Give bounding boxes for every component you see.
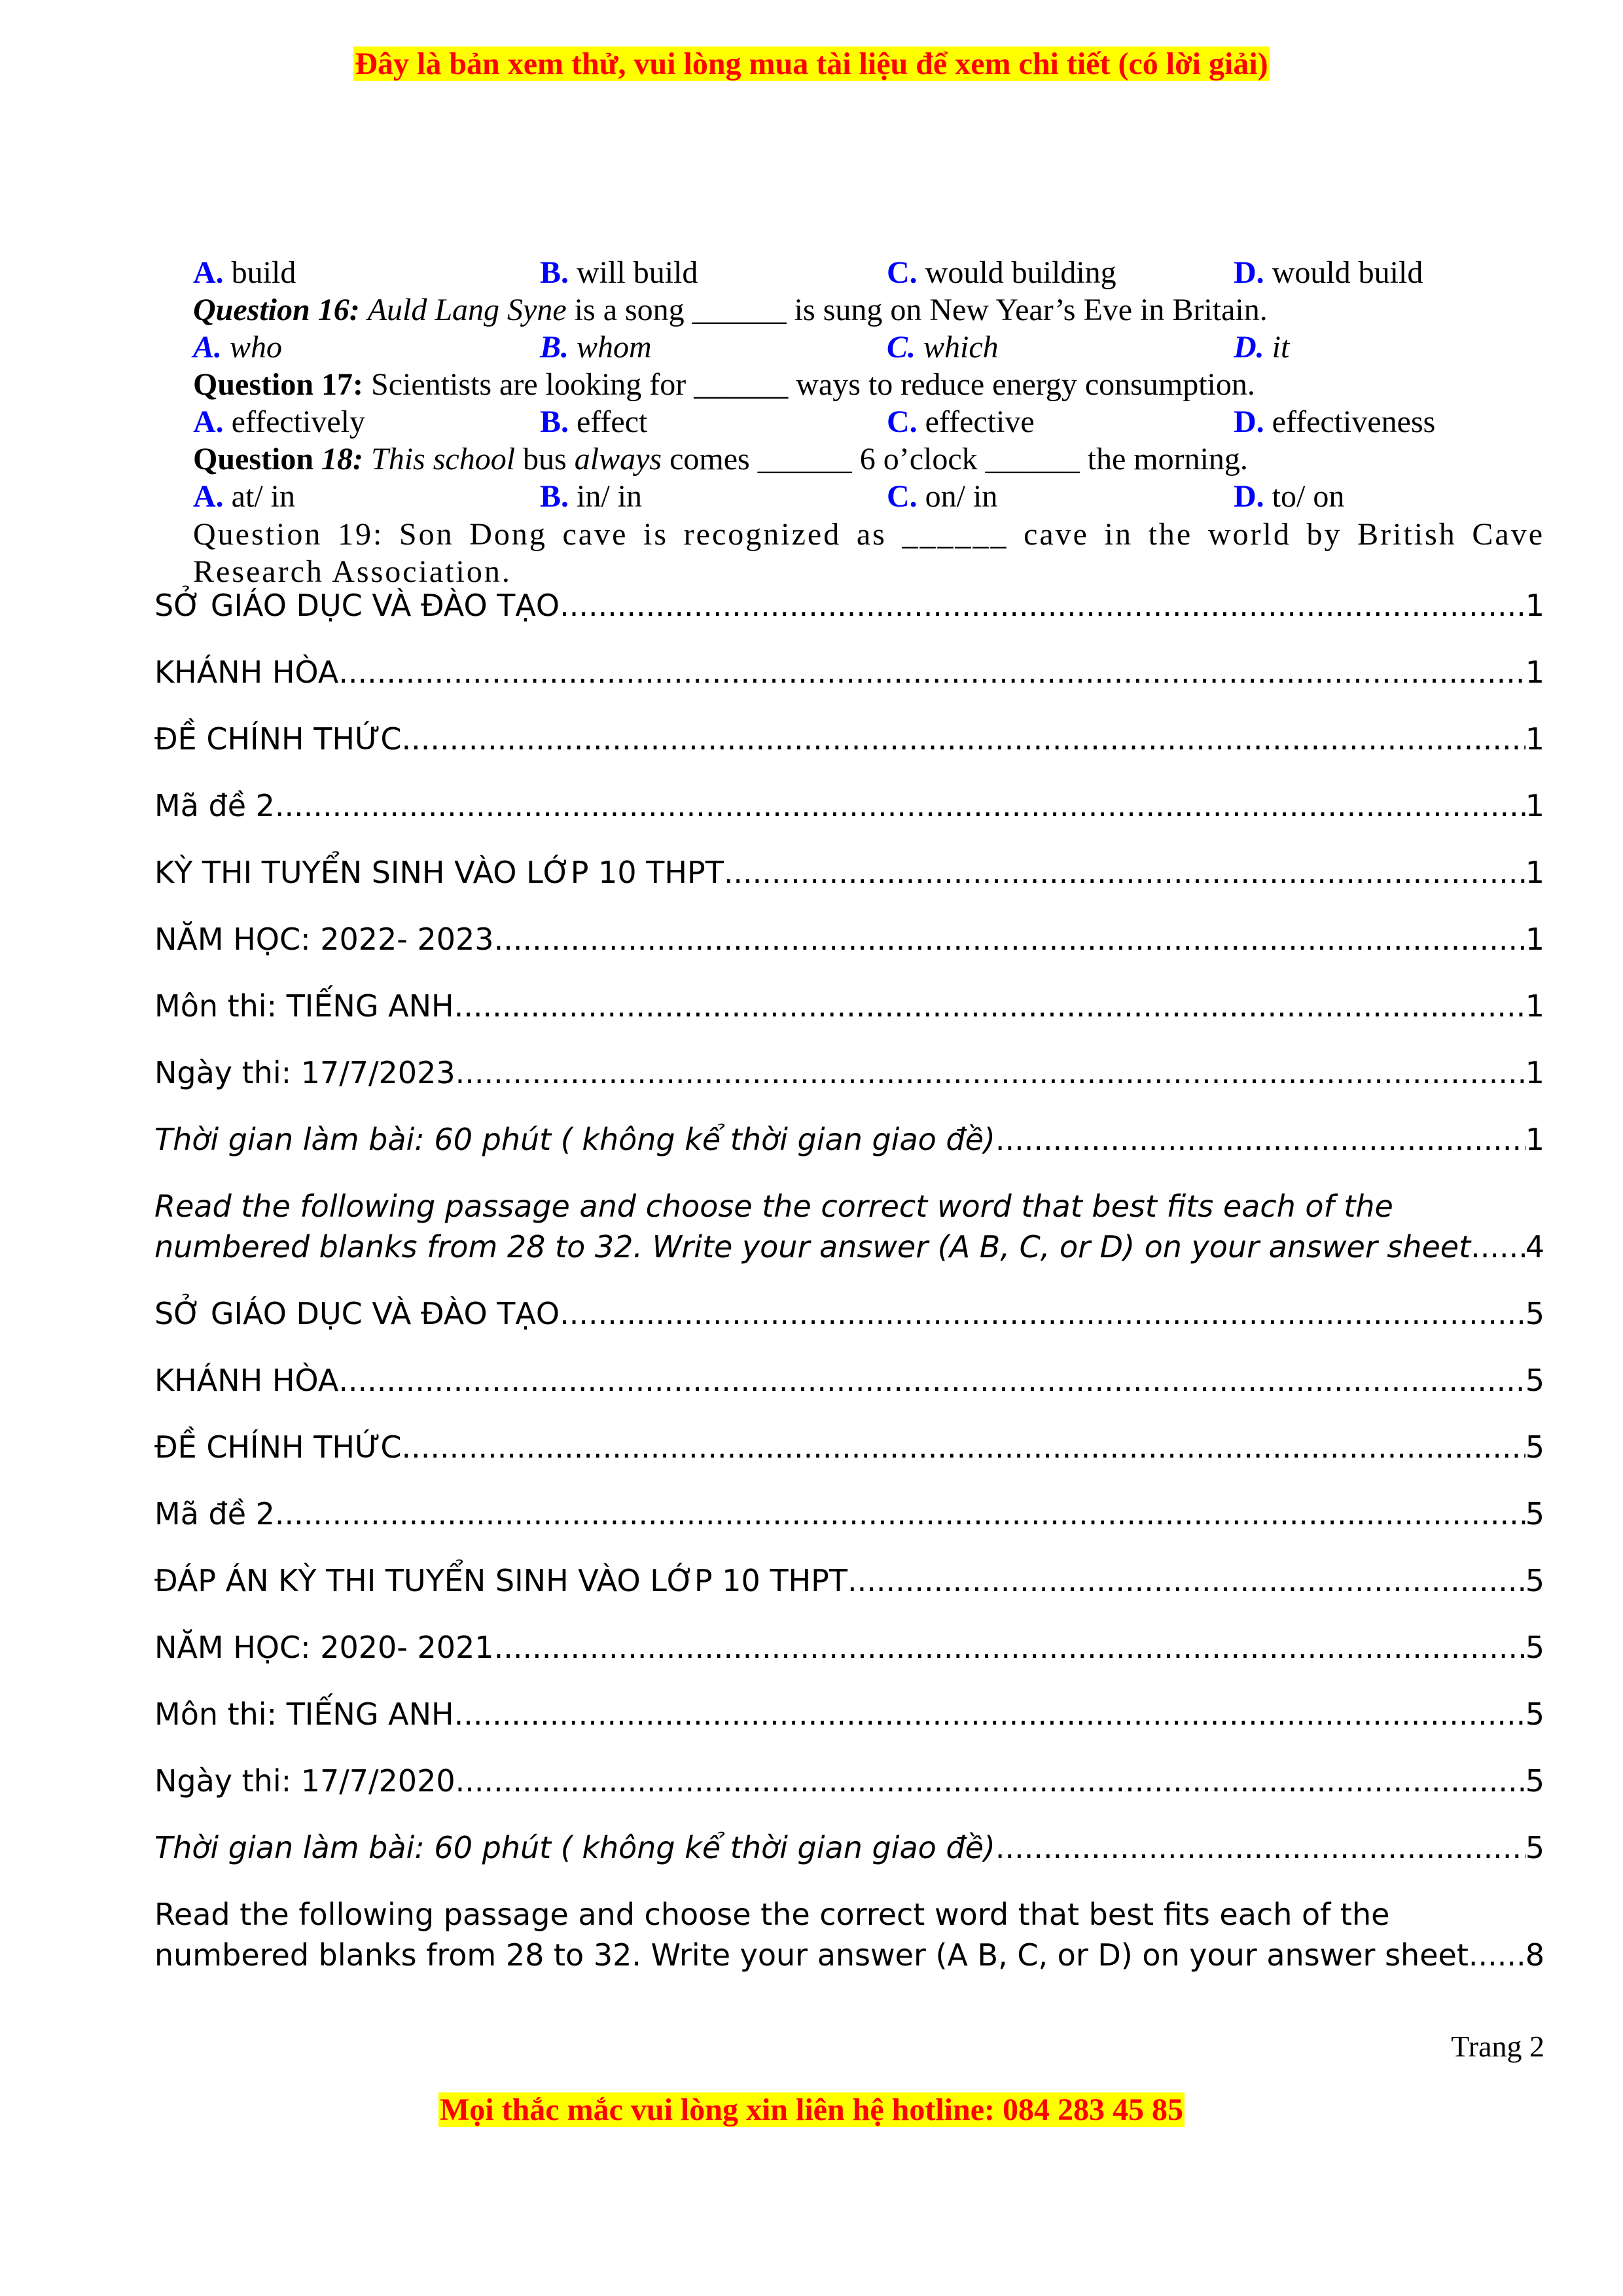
toc-page-number: 5 xyxy=(1525,1763,1544,1799)
toc-page-number: 1 xyxy=(1525,988,1544,1024)
toc-entry[interactable] xyxy=(154,1630,1544,1665)
option-letter: C. xyxy=(887,404,918,439)
question-label: Question 17: xyxy=(193,367,364,402)
q17-option-d xyxy=(1234,403,1435,440)
toc-entry-text: Mã đề 2 xyxy=(154,788,275,823)
toc-dot-leader xyxy=(494,922,1525,957)
toc-dot-leader xyxy=(494,1630,1525,1665)
q18-option-c xyxy=(887,478,997,515)
q17-option-b xyxy=(540,403,647,440)
question-text-part: bus xyxy=(515,442,575,476)
option-text: in/ in xyxy=(569,479,643,514)
toc-entry-text: Môn thi: TIẾNG ANH xyxy=(154,1696,454,1732)
toc-entry[interactable] xyxy=(154,1830,1544,1865)
option-text: effectively xyxy=(223,404,365,439)
option-letter: D. xyxy=(1234,404,1264,439)
q17-option-a xyxy=(193,403,365,440)
toc-entry-text: KHÁNH HÒA xyxy=(154,655,339,690)
option-text: would build xyxy=(1264,255,1423,290)
toc-entry[interactable] xyxy=(154,721,1544,757)
toc-dot-leader xyxy=(847,1563,1525,1598)
toc-entry[interactable] xyxy=(154,922,1544,957)
toc-entry-text: ĐỀ CHÍNH THỨC xyxy=(154,1429,402,1465)
option-letter: B. xyxy=(540,479,569,514)
option-letter: C. xyxy=(887,330,916,365)
q16-option-b xyxy=(540,329,652,366)
toc-entry[interactable] xyxy=(154,1189,1544,1265)
toc-dot-leader xyxy=(275,788,1525,823)
toc-entry-text: SỞ GIÁO DỤC VÀ ĐÀO TẠO xyxy=(154,588,560,623)
option-text: who xyxy=(222,330,283,365)
toc-entry-text: NĂM HỌC: 2020- 2021 xyxy=(154,1630,494,1665)
question-19: Question 19: Son Dong cave is recognized as ______ cave in the world by British Cave Research Association. xyxy=(193,517,1544,589)
toc-entry-text: Thời gian làm bài: 60 phút ( không kể thời gian giao đề) xyxy=(154,1122,995,1157)
toc-dot-leader xyxy=(1469,1937,1525,1973)
option-text: whom xyxy=(569,330,652,365)
option-letter: A. xyxy=(193,330,223,365)
option-text: it xyxy=(1264,330,1290,365)
toc-page-number: 5 xyxy=(1525,1830,1544,1865)
toc-entry[interactable] xyxy=(154,1563,1544,1598)
toc-page-number: 1 xyxy=(1525,721,1544,757)
preview-notice-text: Đây là bản xem thử, vui lòng mua tài liệu để xem chi tiết (có lời giải) xyxy=(355,46,1268,81)
q17-option-c xyxy=(887,403,1035,440)
toc-page-number: 1 xyxy=(1525,1055,1544,1090)
option-letter: C. xyxy=(887,255,918,290)
hotline-text: Mọi thắc mắc vui lòng xin liên hệ hotline: 084 283 45 85 xyxy=(439,2092,1183,2127)
question-text-part: comes ______ 6 o’clock ______ the morning. xyxy=(662,442,1248,476)
option-letter: D. xyxy=(1234,479,1264,514)
toc-entry-text: NĂM HỌC: 2022- 2023 xyxy=(154,922,494,957)
song-title: Auld Lang Syne xyxy=(367,293,567,327)
option-letter: C. xyxy=(887,479,918,514)
toc-entry[interactable] xyxy=(154,1429,1544,1465)
toc-page-number: 1 xyxy=(1525,588,1544,623)
toc-dot-leader xyxy=(995,1122,1525,1157)
toc-entry-text: KHÁNH HÒA xyxy=(154,1363,339,1398)
toc-dot-leader xyxy=(455,1763,1525,1799)
q18-option-b xyxy=(540,478,642,515)
toc-entry[interactable] xyxy=(154,1763,1544,1799)
q16-options xyxy=(193,329,1544,366)
toc-entry[interactable] xyxy=(154,1296,1544,1331)
toc-page-number: 4 xyxy=(1525,1229,1544,1265)
option-letter: B. xyxy=(540,255,569,290)
toc-page-number: 5 xyxy=(1525,1696,1544,1732)
option-text: will build xyxy=(569,255,698,290)
q17-options xyxy=(193,403,1544,440)
question-label: Question xyxy=(193,442,322,476)
question-text: Scientists are looking for ______ ways to reduce energy consumption. xyxy=(363,367,1255,402)
toc-entry-text: Read the following passage and choose the correct word that best fits each of the xyxy=(154,1189,1393,1224)
option-text: at/ in xyxy=(223,479,295,514)
q15-option-b xyxy=(540,254,698,291)
toc-page-number: 5 xyxy=(1525,1496,1544,1532)
toc-dot-leader xyxy=(402,721,1525,757)
question-text: is a song ______ is sung on New Year’s Eve in Britain. xyxy=(566,293,1268,327)
q15-options xyxy=(193,254,1544,291)
preview-notice-banner xyxy=(0,46,1623,82)
toc-entry[interactable] xyxy=(154,1696,1544,1732)
toc-dot-leader xyxy=(338,1363,1525,1398)
hotline-banner xyxy=(0,2092,1623,2128)
option-text: build xyxy=(223,255,296,290)
option-text: would building xyxy=(917,255,1116,290)
toc-dot-leader xyxy=(275,1496,1525,1532)
option-letter: A. xyxy=(193,404,224,439)
toc-entry-text: ĐÁP ÁN KỲ THI TUYỂN SINH VÀO LỚP 10 THPT xyxy=(154,1563,847,1598)
toc-entry[interactable] xyxy=(154,1363,1544,1398)
toc-dot-leader xyxy=(338,655,1525,690)
toc-entry[interactable] xyxy=(154,1496,1544,1532)
question-18 xyxy=(193,440,1544,478)
toc-page-number: 5 xyxy=(1525,1363,1544,1398)
toc-entry[interactable] xyxy=(154,1897,1544,1973)
toc-entry[interactable] xyxy=(154,1055,1544,1090)
option-letter: D. xyxy=(1234,255,1264,290)
toc-dot-leader xyxy=(455,1055,1525,1090)
toc-page-number: 1 xyxy=(1525,922,1544,957)
toc-dot-leader xyxy=(724,855,1525,890)
page-number: Trang 2 xyxy=(1451,2030,1544,2063)
q16-option-a xyxy=(193,329,282,366)
question-number: 18: xyxy=(321,442,364,476)
option-letter: A. xyxy=(193,479,224,514)
question-17 xyxy=(193,366,1544,403)
option-letter: A. xyxy=(193,255,224,290)
option-text: which xyxy=(916,330,999,365)
option-letter: B. xyxy=(540,330,569,365)
toc-page-number: 5 xyxy=(1525,1630,1544,1665)
toc-entry-text: Thời gian làm bài: 60 phút ( không kể thời gian giao đề) xyxy=(154,1830,995,1865)
toc-dot-leader xyxy=(402,1429,1525,1465)
question-text-part: always xyxy=(574,442,662,476)
toc-dot-leader xyxy=(454,1696,1525,1732)
toc-entry-text: Read the following passage and choose the correct word that best fits each of the xyxy=(154,1897,1390,1932)
option-letter: B. xyxy=(540,404,569,439)
toc-page-number: 8 xyxy=(1525,1937,1544,1973)
question-label: Question 16: xyxy=(193,293,360,327)
toc-entry[interactable] xyxy=(154,788,1544,823)
toc-entry[interactable] xyxy=(154,588,1544,623)
toc-entry[interactable] xyxy=(154,988,1544,1024)
toc-entry-text: numbered blanks from 28 to 32. Write your answer (A B, C, or D) on your answer sheet xyxy=(154,1229,1471,1265)
toc-entry[interactable] xyxy=(154,855,1544,890)
toc-dot-leader xyxy=(560,1296,1525,1331)
question-16 xyxy=(193,291,1544,329)
question-text-part: This school xyxy=(363,442,516,476)
q15-option-c xyxy=(887,254,1116,291)
option-text: on/ in xyxy=(917,479,998,514)
q18-options xyxy=(193,478,1544,515)
q16-option-d xyxy=(1234,329,1289,366)
q15-option-d xyxy=(1234,254,1423,291)
toc-entry[interactable] xyxy=(154,1122,1544,1157)
option-text: effect xyxy=(569,404,648,439)
toc-entry[interactable] xyxy=(154,655,1544,690)
toc-page-number: 1 xyxy=(1525,855,1544,890)
toc-entry-text: KỲ THI TUYỂN SINH VÀO LỚP 10 THPT xyxy=(154,855,724,890)
toc-page-number: 1 xyxy=(1525,1122,1544,1157)
option-text: effectiveness xyxy=(1264,404,1436,439)
q15-option-a xyxy=(193,254,296,291)
toc-dot-leader xyxy=(995,1830,1525,1865)
toc-entry-text: ĐỀ CHÍNH THỨC xyxy=(154,721,402,757)
toc-dot-leader xyxy=(454,988,1525,1024)
option-text: to/ on xyxy=(1264,479,1345,514)
q16-option-c xyxy=(887,329,999,366)
toc-dot-leader xyxy=(1471,1229,1525,1265)
option-text: effective xyxy=(917,404,1035,439)
toc-page-number: 5 xyxy=(1525,1429,1544,1465)
q18-option-a xyxy=(193,478,295,515)
toc-page-number: 5 xyxy=(1525,1296,1544,1331)
toc-entry-text: Ngày thi: 17/7/2023 xyxy=(154,1055,455,1090)
q18-option-d xyxy=(1234,478,1344,515)
toc-page-number: 1 xyxy=(1525,788,1544,823)
toc-dot-leader xyxy=(560,588,1525,623)
toc-entry-text: Ngày thi: 17/7/2020 xyxy=(154,1763,455,1799)
toc-page-number: 1 xyxy=(1525,655,1544,690)
toc-page-number: 5 xyxy=(1525,1563,1544,1598)
option-letter: D. xyxy=(1234,330,1264,365)
toc-entry-text: numbered blanks from 28 to 32. Write your answer (A B, C, or D) on your answer sheet xyxy=(154,1937,1469,1973)
toc-entry-text: SỞ GIÁO DỤC VÀ ĐÀO TẠO xyxy=(154,1296,560,1331)
toc-entry-text: Môn thi: TIẾNG ANH xyxy=(154,988,454,1024)
toc-entry-text: Mã đề 2 xyxy=(154,1496,275,1532)
